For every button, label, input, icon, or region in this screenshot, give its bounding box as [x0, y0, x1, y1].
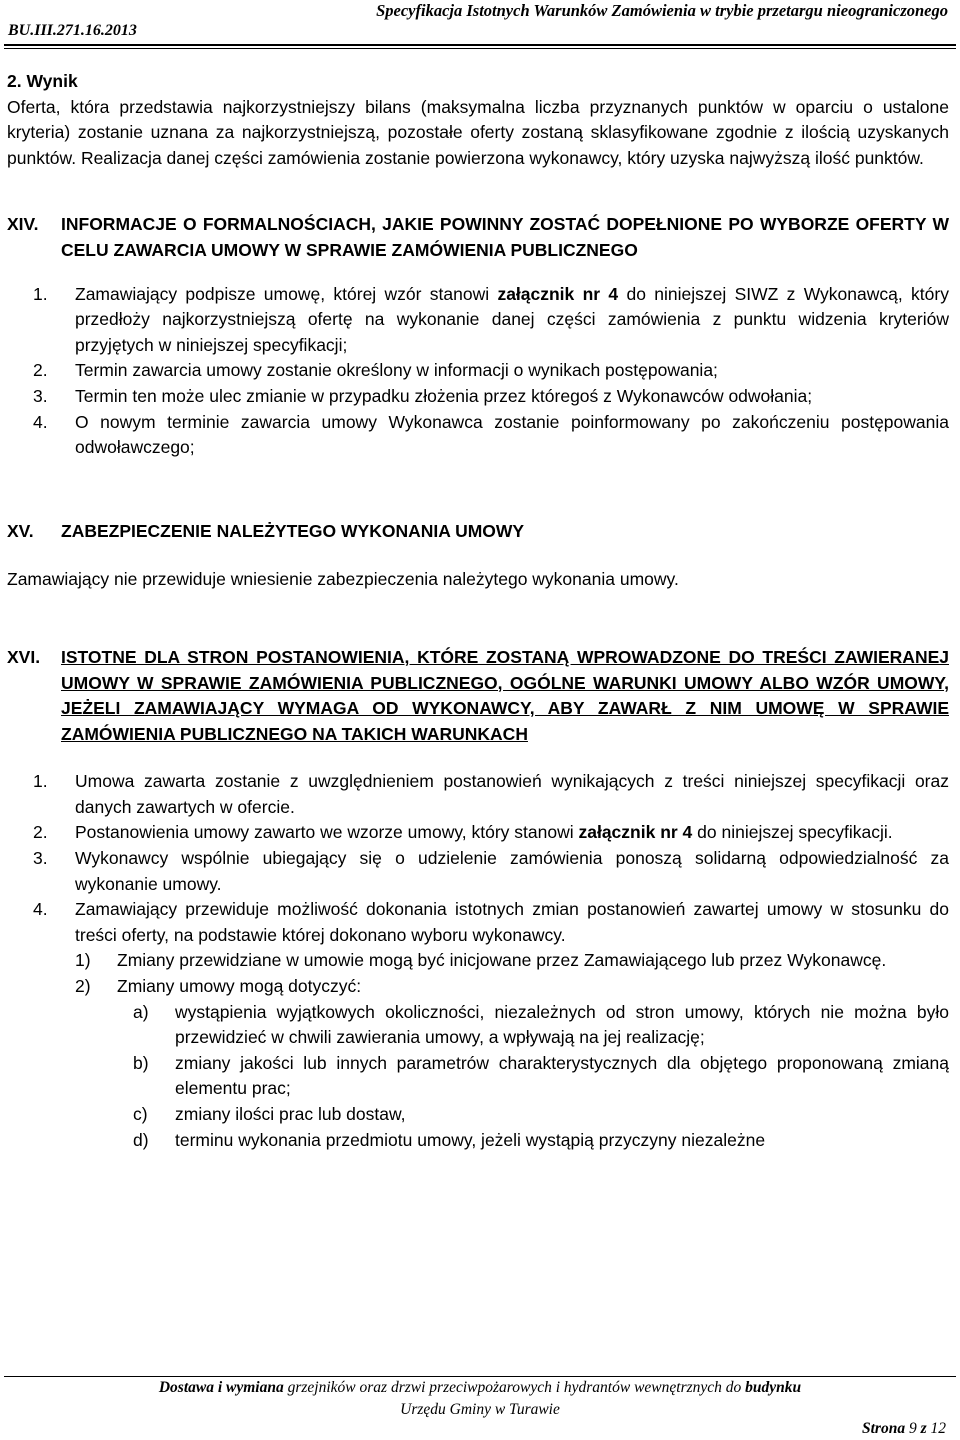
sub-list-item-number: 2): [75, 976, 91, 997]
section-xiv-list: [7, 282, 949, 461]
list-item-number: 2.: [33, 822, 48, 843]
list-item-number: 1.: [33, 771, 48, 792]
letter-list-item-text: zmiany ilości prac lub dostaw,: [175, 1104, 406, 1124]
letter-list-item-label: a): [133, 1001, 149, 1022]
footer-divider: [4, 1376, 956, 1377]
letter-list-item-text: wystąpienia wyjątkowych okoliczności, niezależnych od stron umowy, których nie można było przewidzieć w chwili zawierania umowy, a wpływają na jej realizację;: [175, 1001, 949, 1048]
list-item-number: 4.: [33, 899, 48, 920]
list-item: [7, 846, 949, 897]
page-of-label: z: [920, 1420, 927, 1437]
letter-list-item-text: terminu wykonania przedmiotu umowy, jeżeli wystąpią przyczyny niezależne: [175, 1129, 766, 1150]
list-item-text: Zamawiający podpisze umowę, której wzór stanowi: [75, 283, 498, 304]
section-number: XV.: [7, 520, 34, 541]
list-item-text: Termin ten może ulec zmianie w przypadku złożenia przez któregoś z Wykonawców odwołania;: [75, 385, 813, 406]
sub-list-item-text: Zmiany umowy mogą dotyczyć:: [117, 976, 362, 997]
letter-list-item-label: d): [133, 1129, 149, 1150]
section-title: ZABEZPIECZENIE NALEŻYTEGO WYKONANIA UMOWY: [61, 520, 525, 541]
list-item: [7, 897, 949, 948]
list-item-number: 1.: [33, 283, 48, 304]
list-item: [7, 410, 949, 461]
sub-list-item-number: 1): [75, 950, 91, 971]
list-item-number: 2.: [33, 360, 48, 381]
page-number: [862, 1419, 946, 1439]
letter-list-item: [7, 1102, 949, 1128]
list-item-number: 4.: [33, 411, 48, 432]
section-number: XVI.: [7, 646, 41, 667]
letter-list-item: [7, 1051, 949, 1102]
letter-list-item: [7, 1000, 949, 1051]
section-title: ISTOTNE DLA STRON POSTANOWIENIA, KTÓRE ZOSTANĄ WPROWADZONE DO TREŚCI ZAWIERANEJ UMOWY W SPRAWIE ZAMÓWIENIA PUBLICZNEGO, OGÓLNE WARUNKI UMOWY ALBO WZÓR UMOWY, JEŻELI ZAMAWIAJĄCY WYMAGA OD WYKONAWCY, ABY ZAWARŁ Z NIM UMOWĘ W SPRAWIE ZAMÓWIENIA PUBLICZNEGO NA TAKICH WARUNKACH: [61, 646, 949, 744]
list-item-text: Umowa zawarta zostanie z uwzględnieniem postanowień wynikających z treści niniejszej specyfikacji oraz danych zawartych w ofercie.: [75, 771, 949, 817]
list-item-text: do niniejszej specyfikacji.: [692, 822, 893, 843]
letter-list-item-text: zmiany jakości lub innych parametrów charakterystycznych dla objętego proponowaną zmianą elementu prac;: [175, 1052, 949, 1099]
wynik-paragraph: Oferta, która przedstawia najkorzystniejszy bilans (maksymalna liczba przyznanych punktów w oparciu o ustalone kryteria) zostanie uznana za najkorzystniejszą, pozostałe oferty zostaną sklasyfikowane zgodnie z ilością uzyskanych punktów. Realizacja danej części zamówienia zostanie powierzona wykonawcy, który uzyska najwyższą ilość punktów.: [7, 96, 949, 168]
footer-subject-line: [0, 1378, 960, 1398]
section-xvi-heading: [7, 645, 949, 747]
document-header-title: Specyfikacja Istotnych Warunków Zamówienia w trybie przetargu nieograniczonego: [376, 1, 948, 20]
letter-list-item-label: c): [133, 1104, 148, 1124]
section-xvi-list: [7, 769, 949, 1153]
attachment-reference: załącznik nr 4: [578, 822, 693, 843]
attachment-reference: załącznik nr 4: [497, 283, 619, 304]
document-body: [7, 69, 949, 1153]
list-item: [7, 384, 949, 410]
list-item-text: do niniejszej SIWZ z Wykonawcą, który przedłoży najkorzystniejszą ofertę na wykonanie danej części zamówienia z punktu widzenia kryteriów przyjętych w niniejszej specyfikacji;: [75, 283, 949, 355]
sub-list-item-text: Zmiany przewidziane w umowie mogą być inicjowane przez Zamawiającego lub przez Wykonawcę.: [117, 950, 887, 971]
list-item: [7, 769, 949, 820]
list-item-text: O nowym terminie zawarcia umowy Wykonawca zostanie poinformowany po zakończeniu postępowania odwoławczego;: [75, 411, 949, 458]
footer-bold-text: Dostawa i wymiana: [158, 1379, 284, 1396]
sub-list-item: [7, 974, 949, 1000]
list-item-number: 3.: [33, 848, 48, 869]
list-item-text: Postanowienia umowy zawarto we wzorze umowy, który stanowi: [75, 822, 579, 843]
page-total: 12: [930, 1420, 946, 1437]
header-divider: [4, 44, 956, 46]
document-reference-code: BU.III.271.16.2013: [8, 22, 137, 39]
list-item-text: Wykonawcy wspólnie ubiegający się o udzielenie zamówienia ponoszą solidarną odpowiedzialność za wykonanie umowy.: [75, 848, 949, 894]
list-item: [7, 282, 949, 359]
footer-bold-text: budynku: [745, 1379, 802, 1396]
list-item-text: Termin zawarcia umowy zostanie określony w informacji o wynikach postępowania;: [75, 360, 718, 381]
section-number: XIV.: [7, 214, 39, 235]
section-xiv-heading: [7, 212, 949, 263]
section-xv-heading: [7, 519, 949, 545]
wynik-heading: 2. Wynik: [7, 71, 78, 91]
page-current: 9: [908, 1420, 917, 1437]
sub-list-item: [7, 948, 949, 974]
letter-list-item: [7, 1128, 949, 1154]
section-title: INFORMACJE O FORMALNOŚCIACH, JAKIE POWINNY ZOSTAĆ DOPEŁNIONE PO WYBORZE OFERTY W CELU ZAWARCIA UMOWY W SPRAWIE ZAMÓWIENIA PUBLICZNEGO: [61, 214, 949, 260]
list-item: [7, 820, 949, 846]
footer-office-line: Urzędu Gminy w Turawie: [400, 1401, 560, 1418]
header-divider-thin: [4, 48, 956, 49]
letter-list-item-label: b): [133, 1052, 149, 1073]
list-item-number: 3.: [33, 385, 48, 406]
list-item: [7, 358, 949, 384]
section-xv-paragraph: Zamawiający nie przewiduje wniesienie zabezpieczenia należytego wykonania umowy.: [7, 569, 679, 590]
page-label: Strona: [861, 1420, 906, 1437]
list-item-text: Zamawiający przewiduje możliwość dokonania istotnych zmian postanowień zawartej umowy w stosunku do treści oferty, na podstawie której dokonano wyboru wykonawcy.: [75, 899, 949, 945]
footer-text: grzejników oraz drzwi przeciwpożarowych i hydrantów wewnętrznych do: [283, 1379, 746, 1396]
